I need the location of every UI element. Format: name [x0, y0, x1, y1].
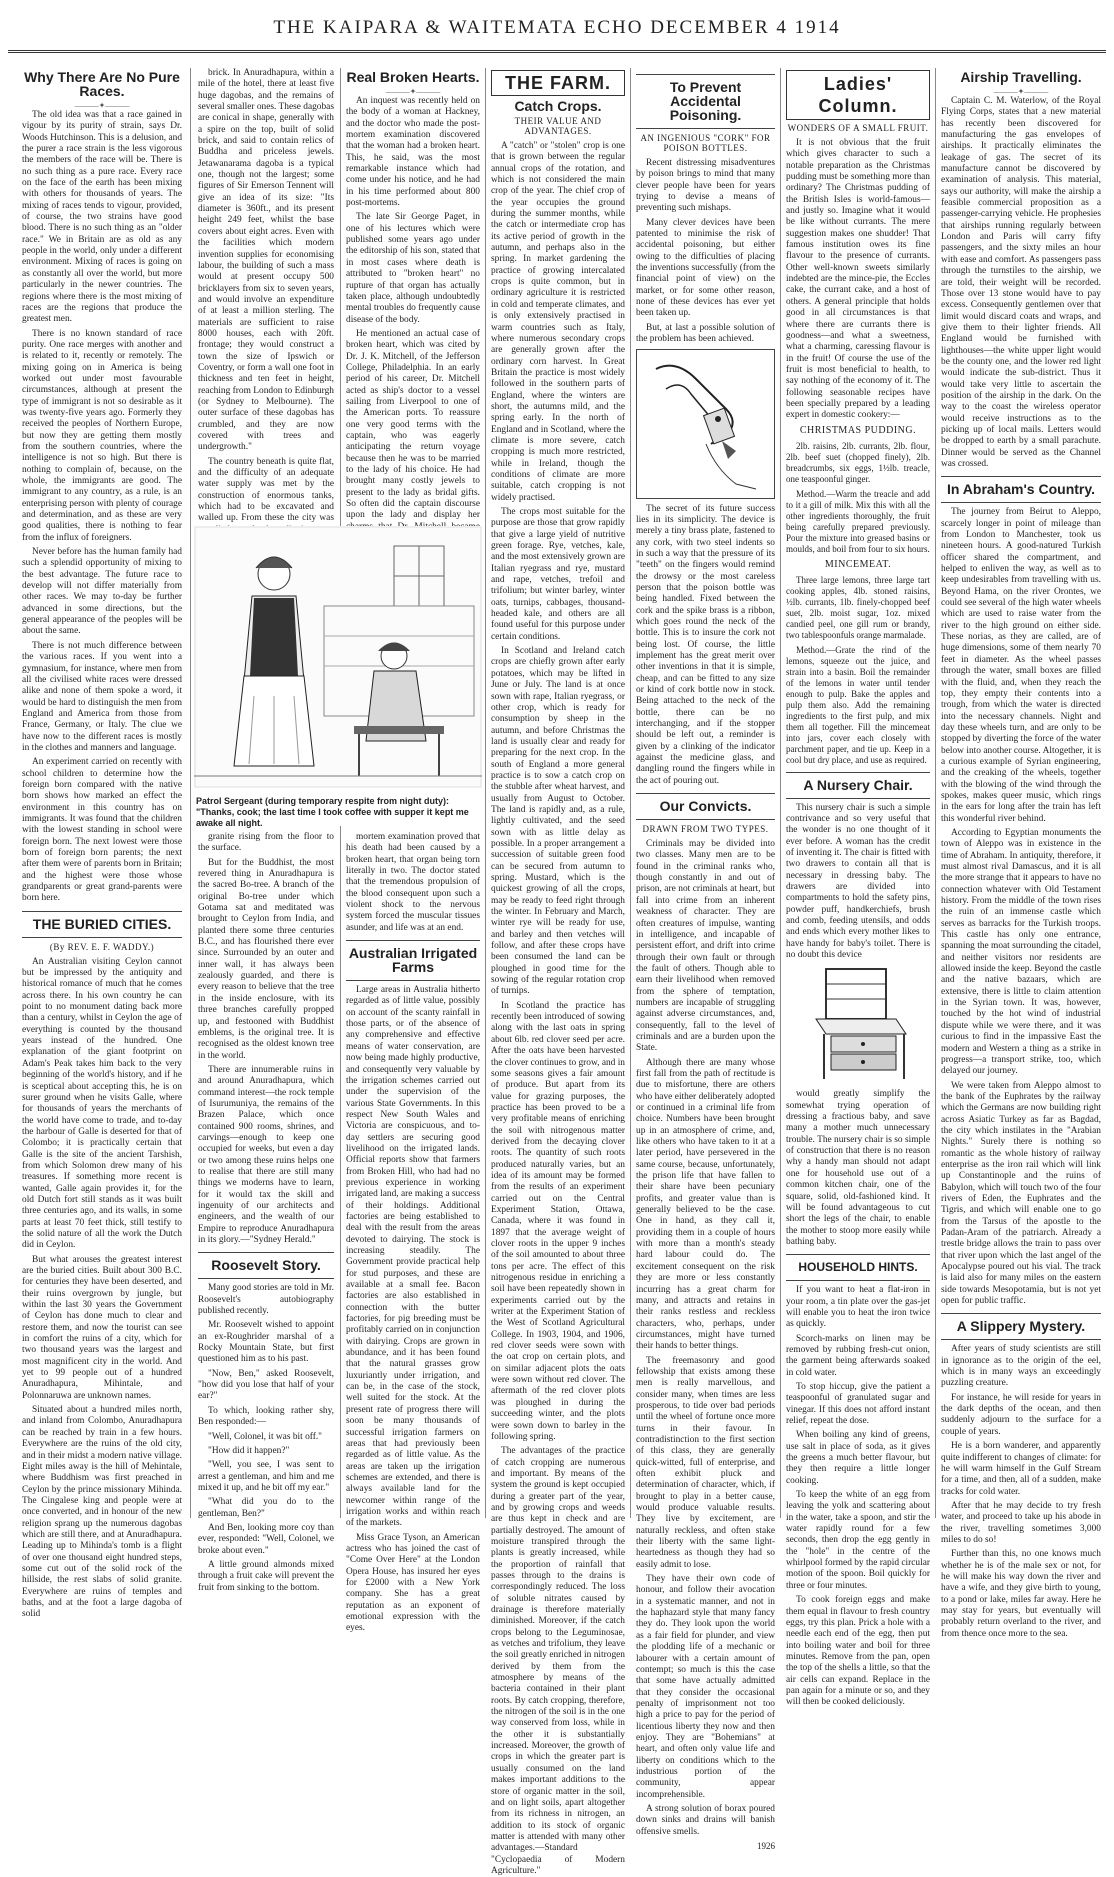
paragraph: The country beneath is quite flat, and the difficulty of an adequate water supply was met by the construction of enormous tanks, which had to be excavated and walled up. From these the city was — [198, 456, 334, 524]
headline-roosevelt: Roosevelt Story. — [211, 1257, 321, 1274]
recipe-method: Method.—Grate the rind of the lemons, squeeze out the juice, and strain into a basin. Boil the remainder of the lemons in water until tender enough to pulp. Bake the apples and pulp them also. Add the remaining ingredients to the first pulp, and mix them all together. Fill the mincemeat into jars, cover each closely with parchment paper, and tie up. Keep in a cool but dry place, and use as required. — [786, 644, 930, 765]
section-divider — [22, 911, 182, 938]
paragraph: Although there are many whose first fall from the path of rectitude is due to misfortune, there are others who have either deliberately adopted or continued in a criminal life from choice. Numbers have been brought up in an atmosphere of crime, and, like others who have taken to it at a later period, have persevered in the same course, because, unfortunately, the prison life that have fallen to their share have been pecuniary profits, and greater value than is generally believed to be the case. One in hand, as they call it, providing them in a couple of hours with more than a month's steady hard labour could do. The excitement consequent on the risk they are more or less constantly incurring has a great charm for many, and attracts and retains in their ranks restless and reckless characters, who, perhaps, under circumstances, might have turned their hands to better things. — [636, 1057, 775, 1352]
paragraph: The journey from Beirut to Aleppo, scarcely longer in point of mileage than from London to Manchester, took us nineteen hours. A good-natured Turkish officer shared the compartment, and helped to enliven the way, as well as to keep undesirables from travelling with us. Beyond Hama, on the river Orontes, we could see several of the high water wheels which are used to raise water from the river to the high ground on either side. These norias, as they are called, are of huge dimensions, some of them nearly 70 feet in diameter. As the wheel passes through the water, small boxes are filled with the fluid, and, when they reach the top, they empty their contents into a trough, from which the water is directed into the necessary channels. Night and day these wheels turn, and are only to be stopped by diverting the force of the water below into another course. Altogether, it is a curious example of Syrian engineering, and the creaking of the wheels, together with the blowing of the wind through the spokes, makes queer music, which rings in the ears for long after the train has left this wonderful river behind. — [941, 507, 1101, 824]
paragraph: In Scotland and Ireland catch crops are chiefly grown after early potatoes, which may be lifted in June or July. The land is at once sown with rape, Italian ryegrass, or other crop, which is ready for consumption by sheep in the autumn, and before Christmas the land is usually clear and ready for preparing for the next crop. In the south of England a more general practice is to sow a catch crop on the stubble after wheat harvest, and usually from August to October. The land is rapidly and, as a rule, lightly cultivated, and the seed sown with as little delay as possible. In a proper arrangement a succession of suitable green food can be secured from autumn to spring. Mustard, which is the quickest growing of all the crops, may be ready to feed right through the winter. In February and March, winter rye will be ready for use, and barley and then vetches will follow, and after these crops have been consumed the land can be ploughed in good time for the sowing of the regular rotation crop of turnips. — [491, 646, 625, 997]
article-body — [198, 1283, 334, 1594]
paragraph: would greatly simplify the somewhat trying operation of dressing a fractious baby, and save many a mother much unnecessary trouble. The nursery chair is so simple of construction that there is no reason why a handy man should not adapt one for household use out of a common kitchen chair, one of the square, solid, old-fashioned kind. It will be found advantageous to cut short the legs of the chair, to enable the mother to stoop more easily while bathing baby. — [786, 1089, 930, 1247]
column-7 — [941, 68, 1101, 1639]
headline-nursery-chair: A Nursery Chair. — [803, 776, 913, 793]
paragraph: "How did it happen?" — [208, 1445, 290, 1456]
recipe-ingredients: 2lb. raisins, 2lb. currants, 2lb. flour, 2lb. beef suet (chopped finely), 2lb. breadcrumbs, six eggs, 1½lb. treacle, one teaspoonful ginger. — [786, 440, 930, 484]
recipe-method: Method.—Warm the treacle and add to it a gill of milk. Mix this with all the other ingredients thoroughly, the fruit being carefully prepared previously. Pour the mixture into greased basins or moulds, and boil from four to six hours. — [786, 488, 930, 554]
section-divider — [941, 476, 1101, 503]
article-body — [941, 96, 1101, 470]
section-divider — [941, 1313, 1101, 1340]
recipe-ingredients: Three large lemons, three large tart cooking apples, 4lb. stoned raisins, ½lb. currants, 1lb. finely-chopped beef suet, 2lb. moist sugar, 1oz. mixed candied peel, one gill rum or brandy, two tablespoonfuls orange marmalade. — [786, 574, 930, 640]
column-rule — [935, 68, 936, 1518]
column-1 — [22, 68, 183, 1620]
column-6 — [786, 68, 930, 1708]
article-body — [198, 832, 334, 1246]
paragraph: Criminals may be divided into two classes. Many men are to be found in the criminal ranks who, though constantly in and out of prison, are not criminals at heart, but fall into crime from an inherent weakness of character. They are often creatures of impulse, wanting in intelligence, and incapable of persistent effort, and drift into crime through their own fault or through the fault of others. Though able to earn their livelihood when removed from the sphere of temptation, numbers are incapable of struggling against adverse circumstances, and, consequently, fall to the level of criminals and are a burden upon the State. — [636, 839, 775, 1054]
paragraph: An experiment carried on recently with school children to determine how the foreign born compared with the native born shows how marked an effect the environment in this country has on immigrants. It was found that the children with the lowest standing in school were foreign born. The next lowest were those born of foreign born parents; the next after them were of parents born in Britain; and the highest were those whose grandparents or great grand-parents were born here. — [22, 757, 182, 904]
paragraph: Large areas in Australia hitherto regarded as of little value, possibly on account of the scanty rainfall in those parts, or of the absence of any comprehensive and effective means of water conservation, are now being made highly productive, and consequently very valuable by the irrigation schemes carried out under the supervision of the various State Governments. In this respect New South Wales and Victoria are conspicuous, and to-day settlers are securing good livelihood on the irrigated lands. Official reports show that farmers from Broken Hill, who had had no previous experience in working irrigated land, are making a success of their holdings. Additional factories are being established to deal with the result from the areas devoted to dairying. The stock is increasing steadily. The Government provide practical help for stud purposes, and these are available at a small fee. Bacon factories are also established in connection with the butter factories, for pig breeding must be profitably carried on in conjunction with dairying. Crops are grown in abundance, and it has been found that the natural grasses grow luxuriantly under irrigation, and can be, in the case of the stock, well suited for the stock. At the present rate of progress there will soon be many thousands of successful irrigation farmers on areas that had previously been regarded as of little value. As the areas are taken up the irrigation schemes are extended, and there is always available land for the newcomer within range of the irrigation works and within reach of the markets. — [346, 985, 480, 1529]
article-body — [786, 138, 930, 422]
paragraph: He mentioned an actual case of broken heart, which was cited by Dr. J. K. Mitchell, of the Jefferson College, Philadelphia. In an early period of his career, Dr. Mitchell acted as ship's doctor to a vessel sailing from Liverpool to one of the American ports. To reassure one very good terms with the captain, who was eagerly anticipating the return voyage because then he was to be married to the lady of his choice. He had brought many costly jewels to present to the lady as bridal gifts. So often did the captain discourse upon the lady and display her — [346, 328, 480, 521]
article-body — [941, 507, 1101, 1307]
paragraph: After that he may decide to try fresh water, and proceed to take up his abode in the river, travelling sometimes 3,000 miles to do so! — [941, 1500, 1101, 1545]
headline-pure-races: Why There Are No Pure Races. — [24, 69, 180, 99]
paragraph: The old idea was that a race gained in vigour by its purity of strain, says Dr. Woods Hutchinson. This is a delusion, and the purer a race strain is the less vigorous the members of the race will be. There is no such thing as a pure race. Every race on the face of the earth has been mixing with others for thousands of years. The mixing of races tends to vigour, provided, of course, the two strains have good blood. There is no such thing as an "older race." We in Britain are as old as any people in the world, only under a different environment. Mixing of races is going on as constantly all over the world, but more particularly in the newer countries. The regions where there is the most mixing of races are the regions that produce the greatest men. — [22, 110, 183, 325]
paragraph: "Well, you see, I was sent to arrest a gentleman, and him and me mixed it up, and he bit off my ear." — [198, 1460, 334, 1493]
paragraph: The late Sir George Paget, in one of his lectures which were published some years ago under the editorship of his son, stated that in most cases where death is attributed to "broken heart" no rupture of that organ has actually taken place, although undoubtedly mental troubles do frequently cause disease of the body. — [346, 212, 480, 325]
headline-airship-travelling: Airship Travelling. — [960, 69, 1082, 85]
headline-irrigated-farms: Australian Irrigated Farms — [348, 945, 478, 976]
column-rule — [485, 68, 486, 1518]
subheading: WONDERS OF A SMALL FRUIT. — [787, 123, 929, 133]
paragraph: mortem examination proved that his death had been caused by a broken heart, that organ being torn literally in two. The doctor stated that the tremendous propulsion of the blood consequent upon such a violent shock to the nervous system forced the muscular tissues asunder, and life was at an end. — [346, 832, 480, 933]
column-4 — [491, 68, 625, 1876]
paragraph: It is not obvious that the fruit which gives character to such a notable preparation as the Christmas pudding must be something more than ordinary? The Christmas pudding of the British Isles is world-famous—and justly so. Imagine what it would be like without currants. The mere suggestion makes one shudder! That famous institution owes its fine flavour to the presence of currants. Other well-known sweets similarly indebted are the mince-pie, the Eccles cake, the currant cake, and a host of others. A general principle that holds good in all circumstances is that where there are currants there is goodness—and what a sweetness, what a charming, caressing flavour is in the fruit! Of course the use of the fruit is most beneficial to health, to say nothing of the economy of it. The following seasonable recipes have been specially prepared by a leading expert in domestic cookery:— — [786, 138, 930, 421]
article-body — [22, 110, 182, 905]
paragraph: An inquest was recently held on the body of a woman at Hackney, and the doctor who made the post-mortem examination discovered that the woman had a broken heart. This, he said, was the most remarkable instance which had come under his notice, and he had in his time performed about 800 post-mortems. — [346, 96, 480, 209]
column-rule — [630, 68, 631, 1518]
section-divider — [786, 1254, 930, 1281]
paragraph: The secret of its future success lies in its simplicity. The device is merely a tiny brass plate, fastened to any cork, with two steel indents so in such a way that the pressure of its "teeth" on the fingers would remind the drowsy or the most careless person that the poison bottle was being handled. Fixed between the cork and the spike brass is a ribbon, which goes round the neck of the bottle. This is to insure the cork not being lost. Of course, the little implement has the great merit over other inventions in that it is simple, cheap, and can be fitted to any size or kind of cork bottle now in stock. Being attached to the neck of the bottle, there can be no interchanging, and if the stopper should be left out, a reminder is given by a clinking of the indicator against the medicine glass, and dangling round the fingers while in the act of pouring out. — [636, 503, 775, 786]
paragraph: A "catch" or "stolen" crop is one that is grown between the regular annual crops of the rotation, and which is not considered the main crop of the year. The chief crop of the year occupies the ground during the summer months, while the catch or intermediate crop has its active period of growth in the autumn, and perhaps also in the spring. In market gardening the practice of growing intercalated crops is quite common, but in ordinary agriculture it is restricted in cold and temperate climates, and is only extensively practised in warm countries such as Italy, where numerous secondary crops are generally grown after the ordinary corn harvest. In Great Britain the practice is most widely followed in the southern parts of England, where the winters are short, the autumns mild, and the spring early. In the north of England and in Scotland, where the climate is more severe, catch cropping is much more restricted, while in Ireland, though the conditions of climate are more suitable, catch cropping is not widely practised. — [491, 141, 625, 503]
paragraph: The freemasonry and good fellowship that exists among these men is really marvellous, and consider many, when times are less prosperous, to tide over bad periods until the wheel of fortune once more turns in their favour. In contradistinction to the first section of this class, they are generally quick-witted, full of enterprise, and often exhibit pluck and determination of character, which, if brought to play in a better cause, would produce valuable results. They live by excitement, are naturally reckless, and often stake their liberty with the same light-heartedness as though they had so easily admit to lose. — [636, 1355, 775, 1570]
recipe-title: CHRISTMAS PUDDING. — [799, 424, 917, 436]
headline-our-convicts: Our Convicts. — [659, 798, 752, 815]
section-divider — [636, 74, 775, 129]
paragraph: This nursery chair is such a simple contrivance and so very useful that the wonder is no one thought of it ever before. A woman has the credit of inventing it. The chair is fitted with two drawers to contain all that is necessary in dressing baby. The drawers are divided into compartments to hold the safety pins, powder puff, handkerchiefs, brush and comb, feeding utensils, and odds and ends which every mother likes to have handy for baby's toilet. There is no doubt this device — [786, 802, 930, 961]
headline-ladies-column: Ladies' Column. — [786, 70, 930, 120]
paragraph: They have their own code of honour, and follow their avocation in a systematic manner, and not in the haphazard style that many fancy they do. They look upon the world as a fair field for plunder, and view the plodding life of a mechanic or labourer with a certain amount of contempt; so much is this the case that some have actually admitted that they consider the occasional penalty of imprisonment not too high a price to pay for the period of licentious liberty they now and then enjoy. They are "Bohemians" at heart, and often only value life and liberty on conditions which to the industrious portion of the community, appear incomprehensible. — [636, 1574, 775, 1800]
paragraph: When boiling any kind of greens, use salt in place of soda, as it gives the greens a much better flavour, but they then require a little longer cooking. — [786, 1430, 930, 1486]
cartoon-illustration — [194, 526, 482, 788]
paragraph: Captain C. M. Waterlow, of the Royal Flying Corps, states that a new material has recently been discovered for manufacturing the gas envelopes of airships. It practically eliminates the leakage of gas. The secret of its manufacture cannot be discovered by examination of analysis. This material, says our authority, will make the airship a feasible commercial proposition as a passenger-carrying vehicle. He prophesies that airships running regularly between London and Paris will carry fifty passengers, and the sixty miles an hour with ease and comfort. As passengers pass through the turnstiles to the airship, we are told, their weight will be recorded. Those over 13 stone would have to pay excess. Consequently gentlemen over that limit would discard coats and wraps, and give them to their lighter friends. All England would be furnished with lighthouses—the white upper light would be the county one, and the lower red light would indicate the sub-district. Thus it would take very little to ascertain the position of the airship in the dark. On the way to the coast the wireless operator would receive instructions as to the picking up of local mails. Letters would be dropped to earth by a small parachute. Dinner would be served as the Channel was crossed. — [941, 96, 1101, 469]
paragraph: To cook foreign eggs and make them equal in flavour to fresh country eggs, try this plan. Prick a hole with a needle each end of the egg, then put into boiling water and boil for three minutes. Remove from the pan, open the top of the shells a little, so that the air cells can expand. Replace in the pan again for a minute or so, and they will then be cooked deliciously. — [786, 1595, 930, 1708]
section-divider — [786, 772, 930, 799]
paragraph: There is not much difference between the various races. If you went into a gymnasium, for instance, where men from all the civilised white races were dressed alike and none of them spoke a word, it would be hard to distinguish the men from England and America from those from France, Germany, or Italy. The clue we have now to the different races is mostly in the clothes and manners and language. — [22, 640, 182, 753]
article-body — [346, 985, 480, 1635]
paragraph: But for the Buddhist, the most revered thing in Anuradhapura is the sacred Bo-tree. A branch of the original Bo-tree under which Gotama sat and meditated was brought to Ceylon from India, and planted there some three centuries B.C., and has flourished there ever since. Surrounded by an outer and inner wall, it has always been zealously guarded, and there is every reason to believe that the tree in the inside enclosure, with its three branches carefully propped up, and festooned with Buddhist emblems, is the original tree. It is recognised as the oldest known tree in the world. — [198, 857, 334, 1061]
paragraph: "Well, Colonel, it was bit off." — [208, 1431, 323, 1442]
paragraph: And Ben, looking more coy than ever, responded: "Well, Colonel, we broke about even." — [198, 1522, 334, 1556]
paragraph: For instance, he will reside for years in the dark depths of the ocean, and then suddenly adjourn to the surface for a couple of years. — [941, 1392, 1101, 1437]
poison-cork-illustration — [636, 349, 775, 499]
paragraph: Never before has the human family had such a splendid opportunity of mixing to the best advantage. The future race to develop will not differ materially from other races. We may to-day be further advanced in some directions, but the general appearance of the peoples will be about the same. — [22, 547, 182, 637]
paragraph: Recent distressing misadventures by poison brings to mind that many clever people have been for years trying to devise a means of preventing such mishaps. — [636, 158, 775, 214]
paragraph: After years of study scientists are still in ignorance as to the origin of the eel, which is in many ways an exceedingly puzzling creature. — [941, 1344, 1101, 1389]
paragraph: There are innumerable ruins in and around Anuradhapura, which command interest—the rock temple of Isurumuniya, the remains of the Brazen Palace, which once contained 900 rooms, shrines, and carvings—enough to keep one occupied for weeks, but even a day or two among these ruins helps one to realise that there are still many things we moderns have to learn, for it would tax the skill and ingenuity of our architects and engineers, and the wealth of our Empire to reproduce Anuradhapura in its glory.—"Sydney Herald." — [198, 1064, 334, 1246]
newspaper-page — [8, 6, 1106, 1876]
article-body — [786, 1285, 930, 1708]
article-body — [636, 504, 775, 788]
ornament: ———✦——— — [385, 87, 441, 96]
paragraph: According to Egyptian monuments the town of Aleppo was in existence in the time of Abraham. In antiquity, therefore, it must almost rival Damascus, and it is all the more strange that it appears to have no connection whatever with Old Testament history. From the middle of the town rises the ruin of an immense castle which serves as barracks for the Turkish troops. This castle has only one entrance, spanning the moat surrounding the citadel, and neither visitors nor residents are allowed inside the keep. Beyond the castle and the native bazaars, which are extensive, there is little to claim attention in the Syrian town. It was, however, touched by the hot wind of industrial dispute while we were there, and it was curious to find in the impassive East the modern and Western a thing as a strike in progress—a transport strike, too, which delayed our journey. — [941, 827, 1101, 1077]
section-divider — [636, 793, 775, 820]
paragraph: Scorch-marks on linen may be removed by rubbing fresh-cut onion, the garment being afterwards soaked in cold water. — [786, 1333, 930, 1378]
paragraph: The advantages of the practice of catch cropping are numerous and important. By means of the system the ground is kept occupied during a greater part of the year, and by growing crops and weeds are thus kept in check and are partially destroyed. The amount of moisture transpired through the plants is greatly increased, while the proportion of rainfall that passes through to the drains is correspondingly reduced. The loss of soluble nitrates caused by drainage is therefore materially diminished. Moreover, if the catch crops belong to the Leguminosae, as vetches and trifolium, they leave the soil greatly enriched in nitrogen derived by them from the atmosphere by means of the bacteria contained in their plant roots. By catch cropping, therefore, the nitrogen of the soil is in the one way conserved from loss, while in the other it is substantially increased. Moreover, the growth of crops in which the greater part is usually consumed on the land makes important additions to the store of organic matter in the soil, and on light soils, apart altogether from its richness in nitrogen, an addition to its stock of organic matter is attended with many other advantages.—Standard "Cyclopaedia of Modern Agriculture." — [491, 1446, 625, 1876]
paragraph: "What did you do to the gentleman, Ben?" — [198, 1497, 334, 1519]
subheading: THEIR VALUE AND ADVANTAGES. — [514, 116, 602, 136]
paragraph: A little ground almonds mixed through a fruit cake will prevent the fruit from sinking to the bottom. — [198, 1559, 334, 1593]
ornament: ———✦——— — [74, 101, 130, 110]
article-body — [491, 141, 625, 1877]
headline-household-hints: HOUSEHOLD HINTS. — [798, 1260, 918, 1275]
masthead-title: THE KAIPARA & WAITEMATA ECHO DECEMBER 4 1914 — [273, 17, 841, 38]
paragraph: brick. In Anuradhapura, within a mile of the hotel, there at least five huge dagobas, and the remains of several smaller ones. These dagobas are conical in shape, generally with a spire on the top, built of solid brick, and said to contain relics of Buddha and priceless jewels. Jetawanarama dagoba is a typical one, though not the largest; some figures of Sir Emerson Tennent will give an idea of its size: "Its diameter is 360ft., and its present height 249 feet, whilst the base covers about eight acres. Even with the facilities which modern invention supplies for economising labour, the building of such a mass would at present occupy 500 bricklayers from six to seven years, and would involve an expenditure of at least a million sterling. The materials are sufficient to raise 8000 houses, each with 20ft. frontage; they would construct a town the size of Ipswich or Coventry, or form a wall one foot in thickness and ten feet in height, reaching from London to Edinburgh (or Sydney to Melbourne). The outer surface of these dagobas has crumbled, and they are now covered with trees and undergrowth." — [198, 68, 334, 453]
paragraph: He is a born wanderer, and apparently quite indifferent to changes of climate: for he will warm himself in the Gulf Stream for a time, and then, all of a sudden, make tracks for cold water. — [941, 1441, 1101, 1497]
paragraph: To which, looking rather shy, Ben responded:— — [198, 1405, 334, 1428]
paragraph: Situated about a hundred miles north, and inland from Colombo, Anuradhapura can be reached by train in a few hours. Everywhere are the ruins of the old city, and in their midst a modern native village. Eight miles away is the hill of Mehintale, where Buddhism was first preached in Ceylon by the prince missionary Mihinda. The Cingalese king and people were at once converted, and in honour of the new religion sprang up the numerous dagobas which are still there, and at Anuradhapura. Leading up to Mihinda's tomb is a flight of over one thousand eight hundred steps, some cut out of the solid rock of the hillside, the rest slabs of solid granite. Everywhere are ruins of temples and baths, and at the foot a large dagoba of solid — [22, 1405, 182, 1620]
paragraph: A strong solution of borax poured down sinks and drains will banish offensive smells. — [636, 1803, 775, 1837]
page-code: 1926 — [757, 1841, 775, 1851]
section-divider — [346, 940, 480, 981]
paragraph: But what arouses the greatest interest are the buried cities. Built about 300 B.C. for centuries they have been deserted, and their ruins overgrown by jungle, but within the last 30 years the Government of Ceylon has done much to clear and restore them, and now the tourist can see in comfort the ruins of a city, which for two thousand years was the largest and most magnificent city in the world. And yet to 99 people out of a hundred Anuradhapura, Mihintale, and Polonnaruwa are unknown names. — [22, 1254, 182, 1401]
paragraph: To stop hiccup, give the patient a teaspoonful of granulated sugar and vinegar. If this does not afford instant relief, repeat the dose. — [786, 1381, 930, 1426]
paragraph: The crops most suitable for the purpose are those that grow rapidly that give a large yield of nutritive green forage. Rye, vetches, kale, and the most extensively grown are Italian ryegrass and rye, mustard and rape, vetches, trefoil and trifolium; but winter barley, winter oats, turnips, cabbages, thousand-headed kale, and others are all found useful for this purpose under certain conditions. — [491, 507, 625, 642]
article-body — [941, 1344, 1101, 1640]
headline-broken-hearts: Real Broken Hearts. — [346, 69, 480, 85]
headline-buried-cities: THE BURIED CITIES. — [32, 915, 172, 932]
column-3-lower — [346, 832, 480, 1634]
headline-accidental-poisoning: To Prevent Accidental Poisoning. — [669, 79, 742, 123]
headline-abrahams-country: In Abraham's Country. — [946, 481, 1095, 498]
paragraph: An Australian visiting Ceylon cannot but be impressed by the antiquity and historical romance of much that he comes across there. In his own country he can point to no monument dating back more than a century, whilst in Ceylon the age of everything is counted by the thousand years instead of the hundred. One explanation of the giant footprint on Adam's Peak takes him back to the very beginning of the world's history, and if he is sceptical about accepting this, he is on surer ground when he visits Galle, where for thousands of years the merchants of the world have come to trade, and to-day the harbour of Galle is deserted for that of Colombo; it is practically certain that Galle is the site of the ancient Tarshish, from which Solomon drew many of his treasures. If something more recent is wanted, Galle again provides it, for the old Dutch fort still stands as it was built three centuries ago, and its walls, in some parts at least 70 feet thick, still testify to the solid nature of all the work the Dutch did in Ceylon. — [22, 956, 182, 1251]
paragraph: But, at last a possible solution of the problem has been achieved. — [636, 322, 775, 345]
paragraph: Miss Grace Tyson, an American actress who has joined the cast of "Come Over Here" at the London Opera House, has insured her eyes for £2000 with a New York company. She has a great reputation as an exponent of emotional expression with the eyes. — [346, 1532, 480, 1634]
paragraph: "Now, Ben," asked Roosevelt, "how did you lose that half of your ear?" — [198, 1368, 334, 1402]
article-body — [636, 158, 775, 346]
paragraph: granite rising from the floor to the surface. — [198, 832, 334, 854]
subheading: AN INGENIOUS "CORK" FOR POISON BOTTLES. — [640, 133, 771, 153]
paragraph: To keep the white of an egg from leaving the yolk and scattering about in the water, take a spoon, and stir the water rapidly round for a few seconds, then drop the egg gently in the "hole" in the centre of the whirlpool formed by the rapid circular motion of the spoon. Boil quickly for three or four minutes. — [786, 1490, 930, 1591]
column-rule — [780, 68, 781, 1518]
headline-slippery-mystery: A Slippery Mystery. — [956, 1318, 1086, 1335]
paragraph: Many good stories are told in Mr. Roosevelt's autobiography published recently. — [198, 1283, 334, 1317]
subheading: DRAWN FROM TWO TYPES. — [642, 824, 769, 835]
article-body — [636, 839, 775, 1838]
cartoon-block — [194, 526, 482, 826]
paragraph: Many clever devices have been patented to minimise the risk of accidental poisoning, but either owing to the difficulties of placing the inventions successfully (from the financial point of view) on the market, or for some other reason, none of these devices has ever yet been taken up. — [636, 217, 775, 319]
paragraph: Mr. Roosevelt wished to appoint an ex-Roughrider marshal of a Rocky Mountain State, but first questioned him as to his past. — [198, 1320, 334, 1365]
masthead — [8, 6, 1106, 53]
paragraph: In Scotland the practice has recently been introduced of sowing along with the last oats in spring about 6lb. red clover seed per acre. After the oats have been harvested the clover continues to grow, and in some seasons gives a fair amount of produce. But apart from its value for grazing purposes, the practice has been proved to be a very profitable means of enriching the soil with nitrogenous matter derived from the decaying clover roots. The quantity of such roots produced naturally varies, but an idea of its amount may be formed from the results of an experiment carried out on the Central Experiment Station, Ottawa, Canada, where it was found in 1897 that the average weight of clover roots in the upper 9 inches of the soil amounted to about three tons per acre. The effect of this nitrogenous residue in enriching a soil have been repeatedly shown in experiments carried out by the writer at the Experiment Station of the West of Scotland Agricultural College. In 1903, 1904, and 1906, red clover seeds were sown with the oat crop on certain plots, and on similar adjacent plots the oats were sown without red clover. The aftermath of the red clover plots was ploughed in during the succeeding winter, and the plots were sown down to barley in the following spring. — [491, 1000, 625, 1442]
paragraph: Further than this, no one knows much whether he is of the male sex or not, for he will make his way down the river and have a wife, and they give birth to young, to a pond or lake, miles far away. Here he may stay for years, but eventually will probably return overland to the river, and from thence once more to the sea. — [941, 1549, 1101, 1639]
cartoon-caption: Patrol Sergeant (during temporary respite from night duty): "Thanks, cook; the last time I took coffee with supper it kept me awake all night. — [196, 796, 469, 828]
column-5 — [636, 68, 775, 1851]
nursery-chair-illustration — [786, 964, 930, 1084]
column-rule — [190, 68, 191, 1518]
headline-catch-crops: Catch Crops. — [514, 98, 602, 114]
paragraph: If you want to heat a flat-iron in your room, a tin plate over the gas-jet will enable you to heat the iron twice as quickly. — [786, 1285, 930, 1330]
recipe-title: MINCEMEAT. — [824, 558, 892, 570]
byline: (By REV. E. F. WADDY.) — [49, 941, 155, 952]
article-body — [22, 957, 182, 1621]
section-divider — [198, 1252, 334, 1279]
column-2-lower — [198, 832, 334, 1593]
paragraph: We were taken from Aleppo almost to the bank of the Euphrates by the railway which the Germans are now building right across Asiatic Turkey as far as Bagdad, the city which instilates in the "Arabian Nights." Surely there is nothing so romantic as the whole history of railway enterprise as the iron rail which will link up Constantinople and the ruins of Babylon, which will touch two of the four rivers of Eden, the Euphrates and the Tigris, and which will enable one to go from the Tarsus of the apostle to the Padan-Aram of the patriarch. Already a trestle bridge allows the train to pass over that river upon which the last angel of the Apocalypse poured out his vial. The track is laid also for many miles on the eastern side towards Mesopotamia, but is not yet open for public traffic. — [941, 1080, 1101, 1307]
ornament: ———✦——— — [993, 87, 1049, 96]
headline-the-farm: THE FARM. — [491, 70, 625, 96]
paragraph: There is no known standard of race purity. One race merges with another and is related to it, recently or remotely. The mixing going on in America is being worked out under most favourable circumstances, although at present the type of immigrant is not so desirable as it was twenty-five years ago. Formerly they received the peoples of Northern Europe, but now they are getting them mostly from the southern countries, where the intelligence is not so high. But there is nothing to complain of, because, on the whole, the immigrants are good. The immigrant to any country, as a rule, is an enterprising person with plenty of courage and determination, and as these are very good qualities, there is nothing to fear from the influx of foreigners. — [22, 328, 182, 543]
